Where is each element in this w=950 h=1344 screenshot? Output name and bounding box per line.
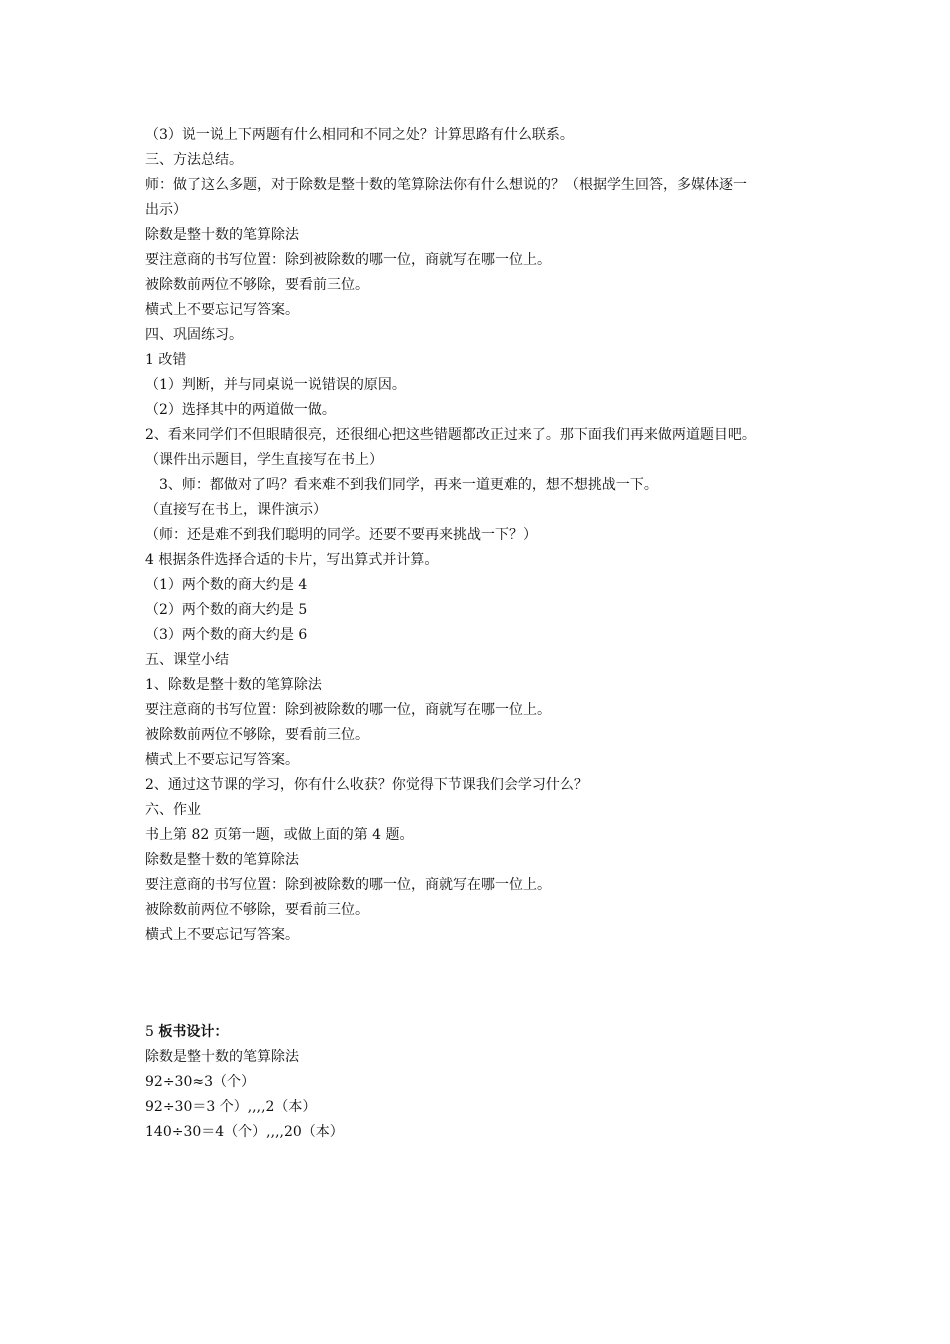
text-line: 2、看来同学们不但眼睛很亮，还很细心把这些错题都改正过来了。那下面我们再来做两道题目吧。 — [145, 427, 756, 443]
text-line: 除数是整十数的笔算除法 — [145, 852, 299, 868]
text-line: 要注意商的书写位置：除到被除数的哪一位，商就写在哪一位上。 — [145, 877, 551, 893]
text-line: 横式上不要忘记写答案。 — [145, 927, 299, 943]
text-line: 要注意商的书写位置：除到被除数的哪一位，商就写在哪一位上。 — [145, 252, 551, 268]
text-line: 横式上不要忘记写答案。 — [145, 302, 299, 318]
text-line: （2）选择其中的两道做一做。 — [145, 402, 336, 418]
text-line: （2）两个数的商大约是 5 — [145, 602, 308, 618]
board-line: 92÷30≈3（个） — [145, 1074, 255, 1090]
text-line: 被除数前两位不够除，要看前三位。 — [145, 277, 369, 293]
text-line: （1）判断，并与同桌说一说错误的原因。 — [145, 377, 406, 393]
text-line: 师：做了这么多题，对于除数是整十数的笔算除法你有什么想说的？（根据学生回答，多媒体逐一 — [145, 177, 747, 193]
text-line: 1、除数是整十数的笔算除法 — [145, 677, 322, 693]
section-heading: 四、巩固练习。 — [145, 327, 243, 343]
board-line: 140÷30＝4（个）,,,,20（本） — [145, 1124, 344, 1140]
section-heading: 六、作业 — [145, 802, 201, 818]
text-line: 4 根据条件选择合适的卡片，写出算式并计算。 — [145, 552, 439, 568]
text-line: （课件出示题目，学生直接写在书上） — [145, 452, 383, 468]
text-line: 被除数前两位不够除，要看前三位。 — [145, 727, 369, 743]
text-line: 要注意商的书写位置：除到被除数的哪一位，商就写在哪一位上。 — [145, 702, 551, 718]
text-line: （直接写在书上，课件演示） — [145, 502, 327, 518]
board-line: 92÷30＝3 个）,,,,2（本） — [145, 1099, 317, 1115]
text-line: （1）两个数的商大约是 4 — [145, 577, 308, 593]
text-line: 1 改错 — [145, 352, 187, 368]
text-line: （3）两个数的商大约是 6 — [145, 627, 308, 643]
text-line: 被除数前两位不够除，要看前三位。 — [145, 902, 369, 918]
text-line: 除数是整十数的笔算除法 — [145, 227, 299, 243]
section-heading: 三、方法总结。 — [145, 152, 243, 168]
text-line: 书上第 82 页第一题，或做上面的第 4 题。 — [145, 827, 414, 843]
board-heading-label: 板书设计： — [158, 1024, 229, 1040]
board-line: 除数是整十数的笔算除法 — [145, 1049, 299, 1065]
board-design — [145, 1020, 825, 1145]
text-line: 3、师：都做对了吗？看来难不到我们同学，再来一道更难的，想不想挑战一下。 — [159, 477, 658, 493]
text-line: （师：还是难不到我们聪明的同学。还要不要再来挑战一下？） — [145, 527, 537, 543]
board-heading-number: 5 — [145, 1024, 159, 1040]
text-line: 2、通过这节课的学习，你有什么收获？你觉得下节课我们会学习什么？ — [145, 777, 588, 793]
text-line: （3）说一说上下两题有什么相同和不同之处？计算思路有什么联系。 — [145, 127, 574, 143]
text-line: 出示） — [145, 202, 187, 218]
text-line: 横式上不要忘记写答案。 — [145, 752, 299, 768]
board-heading — [145, 1020, 825, 1045]
section-heading: 五、课堂小结 — [145, 652, 229, 668]
lesson-body — [145, 123, 825, 948]
